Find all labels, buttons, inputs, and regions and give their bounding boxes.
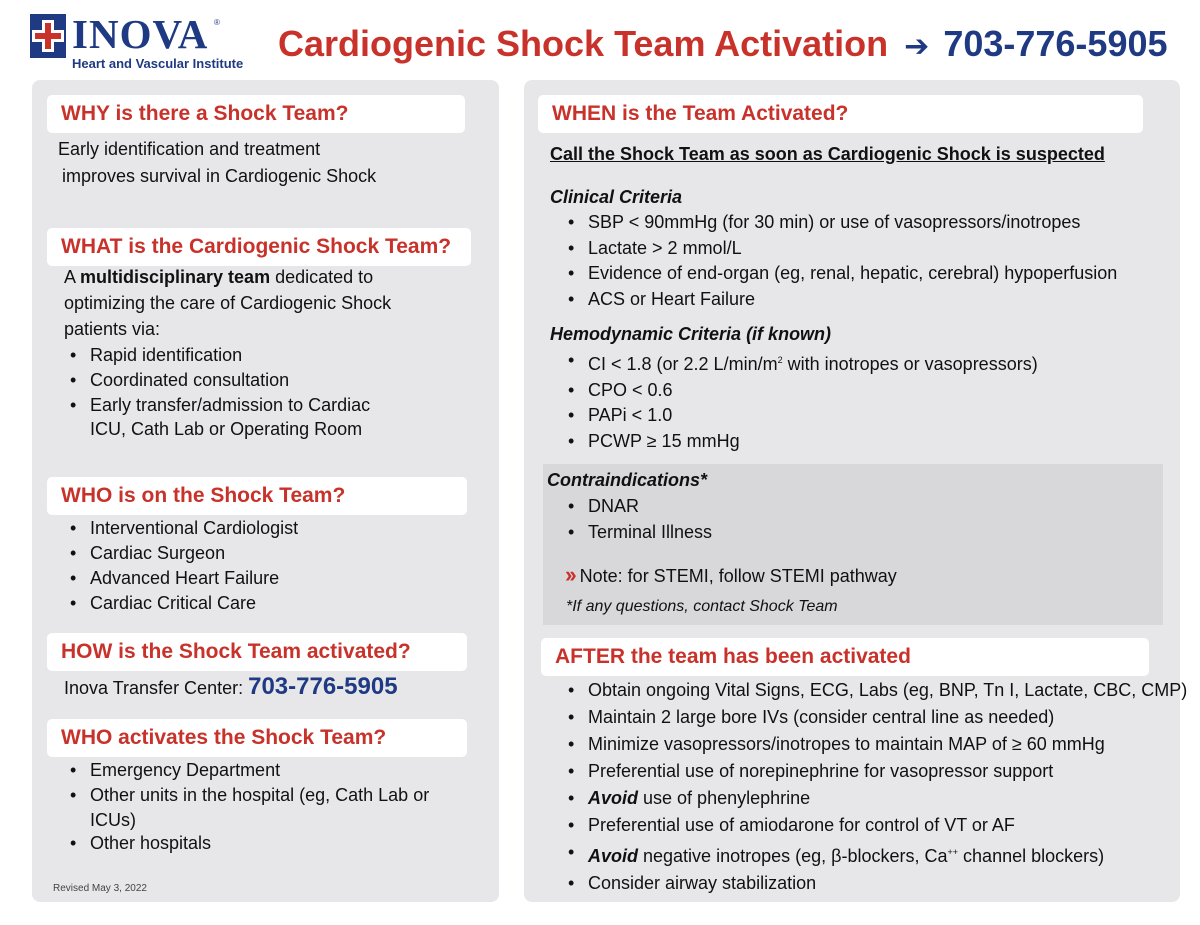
when-heading: WHEN is the Team Activated? [538, 95, 1143, 133]
transfer-center-phone: 703-776-5905 [248, 673, 398, 700]
list-item: • Avoid use of phenylephrine [562, 785, 1187, 812]
list-item: • PCWP ≥ 15 mmHg [562, 429, 1038, 455]
list-item: • Early transfer/admission to Cardiac [64, 393, 370, 418]
what-heading: WHAT is the Cardiogenic Shock Team? [47, 228, 471, 266]
logo-subtitle: Heart and Vascular Institute [72, 56, 244, 71]
list-item: • Interventional Cardiologist [64, 516, 298, 541]
after-heading: AFTER the team has been activated [541, 638, 1149, 676]
contraindications-list [562, 494, 712, 545]
list-item: • Other hospitals [64, 831, 211, 856]
list-item: • Coordinated consultation [64, 368, 370, 393]
list-item: • Maintain 2 large bore IVs (consider central line as needed) [562, 704, 1187, 731]
hemodynamic-criteria-title: Hemodynamic Criteria (if known) [550, 324, 832, 344]
page-title [278, 22, 1168, 69]
who-heading: WHO is on the Shock Team? [47, 477, 467, 515]
what-bullet-continuation: ICU, Cath Lab or Operating Room [90, 419, 363, 439]
list-item: • Terminal Illness [562, 520, 712, 546]
list-item: • Preferential use of amiodarone for control of VT or AF [562, 812, 1187, 839]
list-item: • Minimize vasopressors/inotropes to maintain MAP of ≥ 60 mmHg [562, 731, 1187, 758]
list-item: • Avoid negative inotropes (eg, β-blockers, $Ca_{++}$ channel blockers) [562, 839, 1187, 870]
after-list [562, 677, 1187, 897]
logo-wordmark: INOVA [72, 11, 209, 57]
activates-bullets [64, 758, 429, 808]
what-intro: A multidisciplinary team dedicated to [64, 267, 374, 287]
clinical-criteria-title: Clinical Criteria [550, 187, 683, 207]
list-item: • Preferential use of norepinephrine for vasopressor support [562, 758, 1187, 785]
how-heading: HOW is the Shock Team activated? [47, 633, 467, 671]
page-title-phone: 703-776-5905 [943, 23, 1168, 64]
stemi-note-text: Note: for STEMI, follow STEMI pathway [579, 566, 897, 586]
list-item: • Cardiac Surgeon [64, 541, 298, 566]
list-item: • Cardiac Critical Care [64, 591, 298, 616]
list-item: • Advanced Heart Failure [64, 566, 298, 591]
why-heading: WHY is there a Shock Team? [47, 95, 465, 133]
page-title-text: Cardiogenic Shock Team Activation [278, 23, 889, 64]
list-item: • Lactate > 2 mmol/L [562, 236, 1117, 262]
list-item: • ACS or Heart Failure [562, 287, 1117, 313]
what-line-1: optimizing the care of Cardiogenic Shock [64, 293, 392, 313]
contraindications-footnote: *If any questions, contact Shock Team [566, 598, 838, 615]
revised-date: Revised May 3, 2022 [53, 883, 147, 894]
list-item: • Evidence of end-organ (eg, renal, hepatic, cerebral) hypoperfusion [562, 261, 1117, 287]
logo-trademark: ® [214, 18, 220, 27]
list-item: • Other units in the hospital (eg, Cath Lab or [64, 783, 429, 808]
list-item: • Obtain ongoing Vital Signs, ECG, Labs (eg, BNP, Tn I, Lactate, CBC, CMP) [562, 677, 1187, 704]
clinical-criteria-list [562, 210, 1117, 312]
how-line [64, 674, 398, 701]
list-item: • CI < 1.8 (or 2.2 $L/\min/m_2$ with inotropes or vasopressors) [562, 348, 1038, 378]
inova-logo [30, 12, 260, 72]
list-item: • DNAR [562, 494, 712, 520]
what-intro-bold: multidisciplinary team [80, 267, 271, 287]
activates-heading: WHO activates the Shock Team? [47, 719, 467, 757]
how-label: Inova Transfer Center: [64, 678, 249, 698]
why-line-2: improves survival in Cardiogenic Shock [62, 166, 377, 186]
activates-bullet-continuation: ICUs) [90, 810, 136, 830]
arrow-right-icon: ➔ [904, 30, 930, 63]
who-bullets [64, 516, 298, 616]
inova-cross-icon [30, 14, 66, 58]
why-line-1: Early identification and treatment [58, 139, 321, 159]
list-item: • PAPi < 1.0 [562, 403, 1038, 429]
stemi-note [565, 562, 897, 588]
hemodynamic-criteria-list [562, 348, 1038, 454]
list-item: • Rapid identification [64, 343, 370, 368]
double-chevron-icon: ›› [565, 562, 574, 587]
list-item: • CPO < 0.6 [562, 378, 1038, 404]
contraindications-title: Contraindications* [547, 470, 708, 490]
list-item: • SBP < 90mmHg (for 30 min) or use of vasopressors/inotropes [562, 210, 1117, 236]
what-bullets [64, 343, 370, 418]
list-item: • Consider airway stabilization [562, 870, 1187, 897]
what-line-2: patients via: [64, 319, 161, 339]
call-instruction: Call the Shock Team as soon as Cardiogenic Shock is suspected [550, 144, 1105, 164]
activates-bullets-2 [64, 831, 211, 856]
list-item: • Emergency Department [64, 758, 429, 783]
